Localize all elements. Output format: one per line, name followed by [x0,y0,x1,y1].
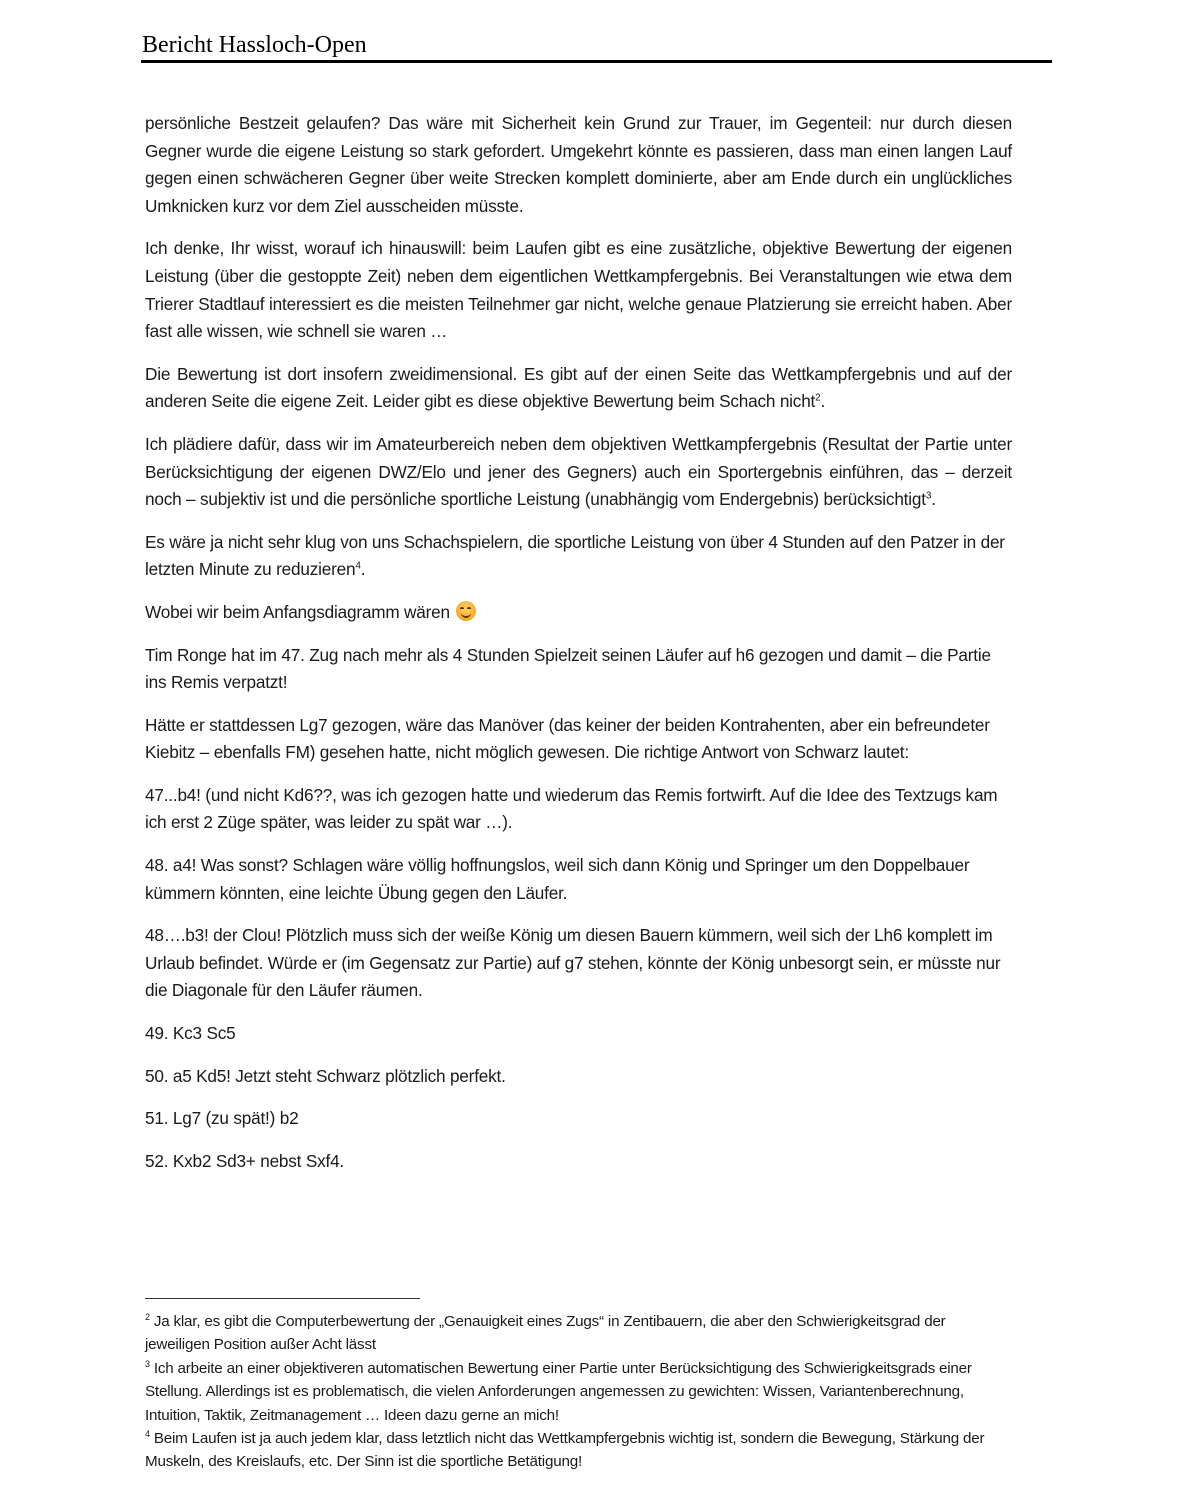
paragraph [145,361,1012,416]
paragraph-suffix: . [931,489,936,510]
paragraph-text: 52. Kxb2 Sd3+ nebst Sxf4. [145,1150,345,1171]
footnote-number: 4 [145,1428,150,1439]
footnote-number: 2 [145,1311,150,1322]
move-line [145,1105,1012,1133]
paragraph-text: Hätte er stattdessen Lg7 gezogen, wäre das Manöver (das keiner der beiden Kontrahenten, aber ein befreundeter Kiebitz – ebenfalls FM) gesehen hatte, nicht möglich gewesen. Die richtige Antwort von Schwarz lautet: [145,714,990,763]
move-line [145,1063,1012,1091]
paragraph-suffix: . [820,391,826,412]
paragraph-text: 49. Kc3 Sc5 [145,1023,236,1044]
paragraph [145,110,1012,220]
header-rule [141,60,1052,63]
footnote-ref-4[interactable]: 4 [355,560,361,572]
document-body [145,110,1012,1190]
move-line [145,1148,1012,1176]
paragraph-suffix: . [360,559,366,580]
paragraph-text: Es wäre ja nicht sehr klug von uns Schachspielern, die sportliche Leistung von über 4 Stunden auf den Patzer in der letzten Minute zu reduzieren [145,531,1005,580]
footnote-text: Beim Laufen ist ja auch jedem klar, dass letztlich nicht das Wettkampfergebnis wichtig ist, sondern die Bewegung, Stärkung der Muskeln, des Kreislaufs, etc. Der Sinn ist die sportliche Betätigung! [145,1430,985,1471]
footnote-ref-2[interactable]: 2 [815,392,821,404]
paragraph [145,782,1012,837]
paragraph [145,235,1012,345]
smiling-face-emoji-icon [456,601,476,621]
paragraph-text: Die Bewertung ist dort insofern zweidimensional. Es gibt auf der einen Seite das Wettkampfergebnis und auf der anderen Seite die eigene Zeit. Leider gibt es diese objektive Bewertung beim Schach nicht [145,363,1012,412]
paragraph [145,852,1012,907]
page-header [141,30,1052,63]
footnote-4 [145,1427,1005,1474]
document-title: Bericht Hassloch-Open [142,32,367,58]
paragraph-text: Tim Ronge hat im 47. Zug nach mehr als 4 Stunden Spielzeit seinen Läufer auf h6 gezogen und damit – die Partie ins Remis verpatzt! [145,644,991,693]
paragraph-text: 48….b3! der Clou! Plötzlich muss sich der weiße König um diesen Bauern kümmern, weil sich der Lh6 komplett im Urlaub befindet. Würde er (im Gegensatz zur Partie) auf g7 stehen, könnte der König unbesorgt sein, er müsste nur die Diagonale für den Läufer räumen. [145,925,1001,1001]
footnotes [145,1310,1005,1474]
footnote-ref-3[interactable]: 3 [925,490,932,502]
paragraph-text: Wobei wir beim Anfangsdiagramm wären [145,601,450,622]
footnote-text: Ja klar, es gibt die Computerbewertung der „Genauigkeit eines Zugs“ in Zentibauern, die aber den Schwierigkeitsgrad der jeweiligen Position außer Acht lässt [145,1313,946,1354]
paragraph-text: persönliche Bestzeit gelaufen? Das wäre mit Sicherheit kein Grund zur Trauer, im Gegenteil: nur durch diesen Gegner wurde die eigene Leistung so stark gefordert. Umgekehrt könnte es passieren, dass man einen langen Lauf gegen einen schwächeren Gegner über weite Strecken komplett dominierte, aber am Ende durch ein unglückliches Umknicken kurz vor dem Ziel ausscheiden müsste. [145,113,1012,216]
paragraph [145,642,1012,697]
paragraph-text: 51. Lg7 (zu spät!) b2 [145,1108,299,1129]
footnote-text: Ich arbeite an einer objektiveren automatischen Bewertung einer Partie unter Berücksichtigung des Schwierigkeitsgrads einer Stellung. Allerdings ist es problematisch, die vielen Anforderungen angemessen zu gewichten: Wissen, Variantenberechnung, Intuition, Taktik, Zeitmanagement … Ideen dazu gerne an mich! [145,1359,972,1424]
paragraph [145,599,1012,627]
paragraph-text: 47...b4! (und nicht Kd6??, was ich gezogen hatte und wiederum das Remis fortwirft. Auf die Idee des Textzugs kam ich erst 2 Züge später, was leider zu spät war …). [145,784,998,833]
paragraph-text: 50. a5 Kd5! Jetzt steht Schwarz plötzlich perfekt. [145,1065,506,1086]
footnote-3 [145,1357,1005,1427]
paragraph [145,431,1012,514]
footnote-separator [145,1298,420,1299]
paragraph [145,712,1012,767]
paragraph-text: 48. a4! Was sonst? Schlagen wäre völlig hoffnungslos, weil sich dann König und Springer um den Doppelbauer kümmern könnten, eine leichte Übung gegen den Läufer. [145,855,970,903]
paragraph [145,922,1012,1005]
paragraph [145,529,1012,584]
paragraph-text: Ich plädiere dafür, dass wir im Amateurbereich neben dem objektiven Wettkampfergebnis (Resultat der Partie unter Berücksichtigung der eigenen DWZ/Elo und jener des Gegners) auch ein Sportergebnis einführen, das – derzeit noch – subjektiv ist und die persönliche sportliche Leistung (unabhängig vom Endergebnis) berücksichtigt [145,433,1012,510]
footnote-2 [145,1310,1005,1357]
footnote-number: 3 [145,1358,150,1369]
paragraph-text: Ich denke, Ihr wisst, worauf ich hinauswill: beim Laufen gibt es eine zusätzliche, objektive Bewertung der eigenen Leistung (über die gestoppte Zeit) neben dem eigentlichen Wettkampfergebnis. Bei Veranstaltungen wie etwa dem Trierer Stadtlauf interessiert es die meisten Teilnehmer gar nicht, welche genaue Platzierung sie erreicht haben. Aber fast alle wissen, wie schnell sie waren … [145,238,1012,342]
move-line [145,1020,1012,1048]
